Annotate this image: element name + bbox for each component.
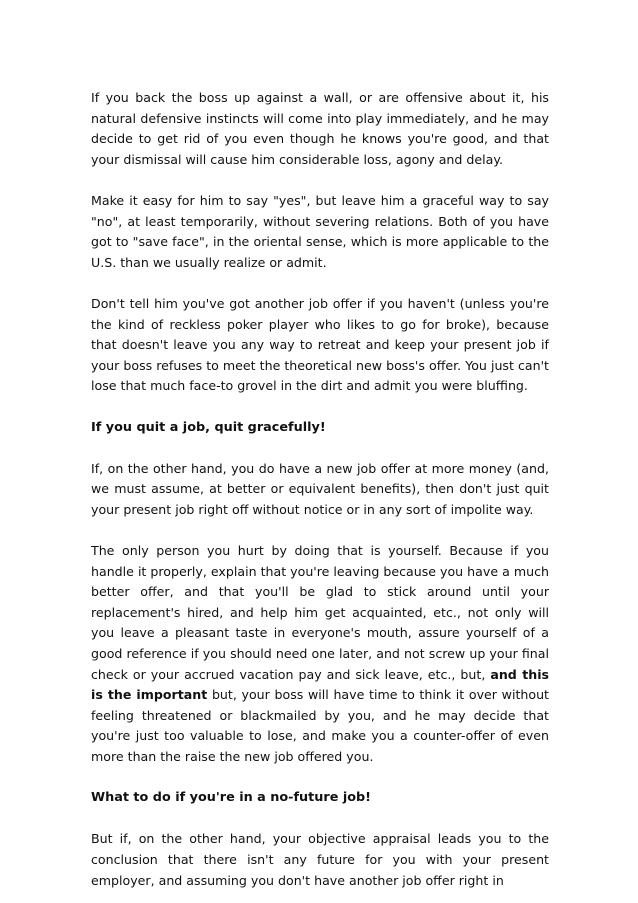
- paragraph-hurt-yourself-end: but, your boss will have time to think it over without feeling threatened or blackmailed by you, and he may decide that you're just too valuable to lose, and make you a counter-offer of even more than the raise the new job offered you.: [91, 687, 549, 764]
- heading-quit-gracefully: If you quit a job, quit gracefully!: [91, 419, 326, 435]
- paragraph-hurt-yourself-start: The only person you hurt by doing that is yourself. Because if you handle it properly, explain that you're leaving because you have a much better offer, and that you'll be glad to stick around until your replacement's hired, and help him get acquainted, etc., not only will you leave a pleasant taste in everyone's mouth, assure yourself of a good reference if you should need one later, and not screw up your final check or your accrued vacation pay and sick leave, etc., but,: [91, 543, 549, 682]
- document-page: [91, 88, 549, 891]
- paragraph-new-job-offer: If, on the other hand, you do have a new job offer at more money (and, we must assume, at better or equivalent benefits), then don't just quit your present job right off without notice or in any sort of impolite way.: [91, 460, 549, 517]
- heading-no-future-job: What to do if you're in a no-future job!: [91, 790, 372, 806]
- emphasis-important: and this is the important: [91, 666, 550, 703]
- paragraph-job-offer-bluff: Don't tell him you've got another job offer if you haven't (unless you're the kind of reckless poker player who likes to go for broke), because that doesn't leave you any way to retreat and keep your present job if your boss refuses to meet the theoretical new boss's offer. You just can't lose that much face-to grovel in the dirt and admit you were bluffing.: [91, 295, 549, 394]
- paragraph-hurt-yourself: [91, 541, 549, 768]
- paragraph-objective-appraisal: But if, on the other hand, your objective appraisal leads you to the conclusion that there isn't any future for you with your present employer, and assuming you don't have another job offer right in: [91, 831, 549, 888]
- paragraph-boss-wall: If you back the boss up against a wall, or are offensive about it, his natural defensive instincts will come into play immediately, and he may decide to get rid of you even though he knows you're good, and that your dismissal will cause him considerable loss, agony and delay.: [91, 90, 549, 167]
- paragraph-save-face: Make it easy for him to say "yes", but leave him a graceful way to say "no", at least temporarily, without severing relations. Both of you have got to "save face", in the oriental sense, which is more applicable to the U.S. than we usually realize or admit.: [91, 192, 549, 270]
